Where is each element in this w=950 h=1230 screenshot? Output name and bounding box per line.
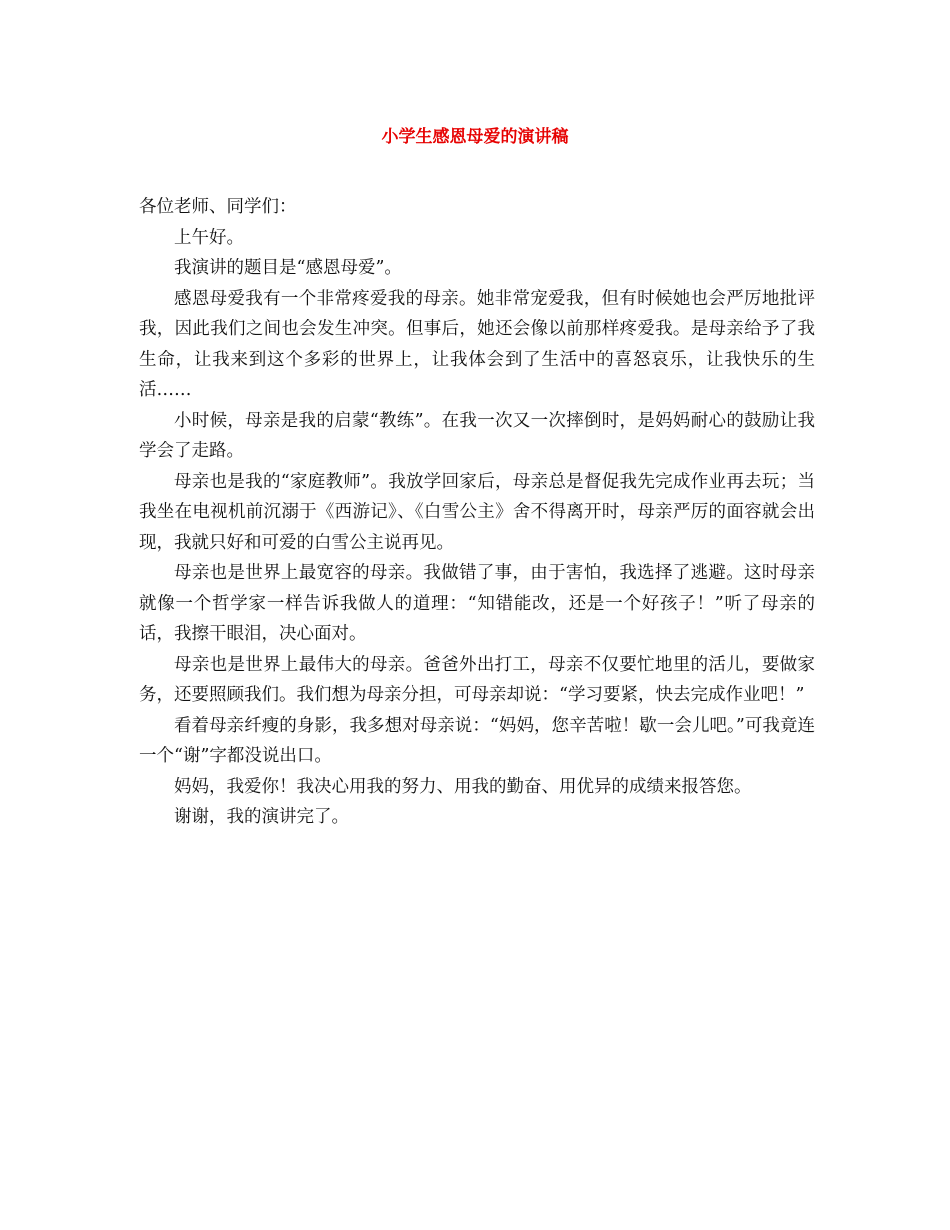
paragraph-gratitude: 看着母亲纤瘦的身影，我多想对母亲说：“妈妈，您辛苦啦！歇一会儿吧。”可我竟连一个“谢”字都没说出口。 [139,715,815,766]
document-body [139,192,815,833]
document-title: 小学生感恩母爱的演讲稿 [381,127,569,147]
paragraph-tutor: 母亲也是我的“家庭教师”。我放学回家后，母亲总是督促我先完成作业再去玩；当我坐在电视机前沉溺于《西游记》、《白雪公主》舍不得离开时，母亲严厉的面容就会出现，我就只好和可爱的白雪公主说再见。 [139,471,815,553]
paragraph-closing: 谢谢，我的演讲完了。 [174,807,349,827]
paragraph-intro: 感恩母爱我有一个非常疼爱我的母亲。她非常宠爱我，但有时候她也会严厉地批评我，因此我们之间也会发生冲突。但事后，她还会像以前那样疼爱我。是母亲给予了我生命，让我来到这个多彩的世界上，让我体会到了生活中的喜怒哀乐，让我快乐的生活…… [139,288,815,400]
salutation: 各位老师、同学们： [139,197,297,217]
paragraph-tolerant: 母亲也是世界上最宽容的母亲。我做错了事，由于害怕，我选择了逃避。这时母亲就像一个哲学家一样告诉我做人的道理：“知错能改，还是一个好孩子！”听了母亲的话，我擦干眼泪，决心面对。 [139,563,815,644]
paragraph-love: 妈妈，我爱你！我决心用我的努力、用我的勤奋、用优异的成绩来报答您。 [174,776,752,797]
paragraph-great: 母亲也是世界上最伟大的母亲。爸爸外出打工，母亲不仅要忙地里的活儿，要做家务，还要照顾我们。我们想为母亲分担，可母亲却说：“学习要紧，快去完成作业吧！” [139,654,815,705]
paragraph-greeting: 上午好。 [174,227,244,248]
paragraph-coach: 小时候，母亲是我的启蒙“教练”。在我一次又一次摔倒时，是妈妈耐心的鼓励让我学会了走路。 [139,410,815,461]
paragraph-topic: 我演讲的题目是“感恩母爱”。 [174,258,402,278]
